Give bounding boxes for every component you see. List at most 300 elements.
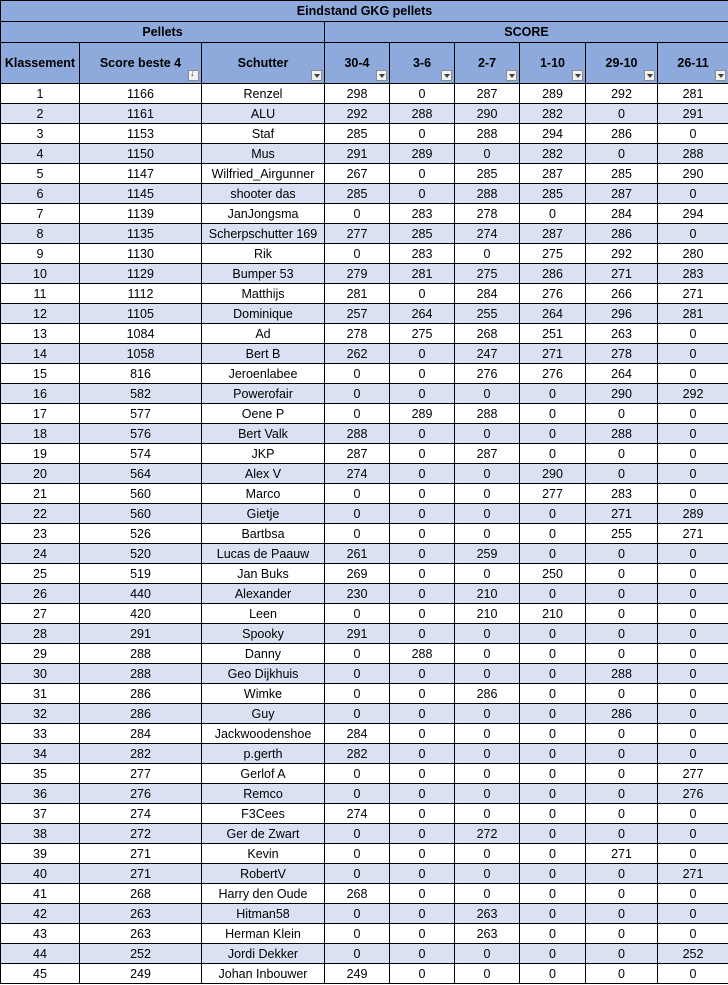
score-1-10-cell[interactable]: 0 <box>520 204 586 224</box>
score-3-6-cell[interactable]: 0 <box>390 484 455 504</box>
shooter-cell[interactable]: Gerlof A <box>202 764 325 784</box>
score-30-4-cell[interactable]: 230 <box>325 584 390 604</box>
score-1-10-cell[interactable]: 0 <box>520 904 586 924</box>
score-2-7-cell[interactable]: 0 <box>455 484 520 504</box>
score-30-4-cell[interactable]: 0 <box>325 944 390 964</box>
score-best-4-cell[interactable]: 263 <box>80 924 202 944</box>
shooter-cell[interactable]: Powerofair <box>202 384 325 404</box>
score-3-6-cell[interactable]: 0 <box>390 344 455 364</box>
score-26-11-cell[interactable]: 0 <box>658 964 728 984</box>
score-26-11-cell[interactable]: 0 <box>658 684 728 704</box>
score-29-10-cell[interactable]: 288 <box>586 424 658 444</box>
score-2-7-cell[interactable]: 0 <box>455 784 520 804</box>
score-1-10-cell[interactable]: 0 <box>520 704 586 724</box>
shooter-cell[interactable]: Wimke <box>202 684 325 704</box>
rank-cell[interactable]: 39 <box>1 844 80 864</box>
score-29-10-cell[interactable]: 292 <box>586 84 658 104</box>
score-3-6-cell[interactable]: 288 <box>390 104 455 124</box>
score-30-4-cell[interactable]: 0 <box>325 764 390 784</box>
rank-cell[interactable]: 7 <box>1 204 80 224</box>
score-1-10-cell[interactable]: 0 <box>520 504 586 524</box>
score-29-10-cell[interactable]: 0 <box>586 644 658 664</box>
score-29-10-cell[interactable]: 0 <box>586 744 658 764</box>
score-3-6-cell[interactable]: 0 <box>390 864 455 884</box>
score-1-10-cell[interactable]: 276 <box>520 284 586 304</box>
score-26-11-cell[interactable]: 0 <box>658 444 728 464</box>
score-3-6-cell[interactable]: 0 <box>390 724 455 744</box>
score-best-4-cell[interactable]: 1145 <box>80 184 202 204</box>
score-2-7-cell[interactable]: 247 <box>455 344 520 364</box>
rank-cell[interactable]: 30 <box>1 664 80 684</box>
score-29-10-cell[interactable]: 283 <box>586 484 658 504</box>
score-1-10-cell[interactable]: 210 <box>520 604 586 624</box>
shooter-cell[interactable]: Alex V <box>202 464 325 484</box>
score-3-6-cell[interactable]: 283 <box>390 204 455 224</box>
score-2-7-cell[interactable]: 210 <box>455 604 520 624</box>
score-1-10-cell[interactable]: 0 <box>520 684 586 704</box>
score-3-6-cell[interactable]: 0 <box>390 744 455 764</box>
score-26-11-cell[interactable]: 289 <box>658 504 728 524</box>
score-29-10-cell[interactable]: 288 <box>586 664 658 684</box>
score-30-4-cell[interactable]: 0 <box>325 244 390 264</box>
score-26-11-cell[interactable]: 277 <box>658 764 728 784</box>
score-29-10-cell[interactable]: 0 <box>586 724 658 744</box>
shooter-cell[interactable]: Bartbsa <box>202 524 325 544</box>
shooter-cell[interactable]: Wilfried_Airgunner <box>202 164 325 184</box>
score-29-10-cell[interactable]: 0 <box>586 804 658 824</box>
score-29-10-cell[interactable]: 286 <box>586 124 658 144</box>
shooter-cell[interactable]: Johan Inbouwer <box>202 964 325 984</box>
score-30-4-cell[interactable]: 0 <box>325 504 390 524</box>
score-2-7-cell[interactable]: 288 <box>455 404 520 424</box>
score-best-4-cell[interactable]: 560 <box>80 484 202 504</box>
score-2-7-cell[interactable]: 0 <box>455 964 520 984</box>
score-best-4-cell[interactable]: 284 <box>80 724 202 744</box>
score-26-11-cell[interactable]: 0 <box>658 624 728 644</box>
shooter-cell[interactable]: Hitman58 <box>202 904 325 924</box>
score-26-11-cell[interactable]: 290 <box>658 164 728 184</box>
score-29-10-cell[interactable]: 263 <box>586 324 658 344</box>
score-26-11-cell[interactable]: 0 <box>658 664 728 684</box>
score-3-6-cell[interactable]: 0 <box>390 684 455 704</box>
score-1-10-cell[interactable]: 282 <box>520 104 586 124</box>
score-best-4-cell[interactable]: 271 <box>80 864 202 884</box>
score-best-4-cell[interactable]: 272 <box>80 824 202 844</box>
score-26-11-cell[interactable]: 0 <box>658 584 728 604</box>
score-29-10-cell[interactable]: 284 <box>586 204 658 224</box>
score-2-7-cell[interactable]: 259 <box>455 544 520 564</box>
score-1-10-cell[interactable]: 275 <box>520 244 586 264</box>
score-1-10-cell[interactable]: 0 <box>520 404 586 424</box>
score-best-4-cell[interactable]: 1129 <box>80 264 202 284</box>
score-30-4-cell[interactable]: 0 <box>325 204 390 224</box>
score-26-11-cell[interactable]: 281 <box>658 304 728 324</box>
score-3-6-cell[interactable]: 0 <box>390 444 455 464</box>
score-30-4-cell[interactable]: 298 <box>325 84 390 104</box>
rank-cell[interactable]: 31 <box>1 684 80 704</box>
shooter-cell[interactable]: Jordi Dekker <box>202 944 325 964</box>
rank-cell[interactable]: 25 <box>1 564 80 584</box>
score-2-7-cell[interactable]: 0 <box>455 944 520 964</box>
score-3-6-cell[interactable]: 0 <box>390 804 455 824</box>
score-26-11-cell[interactable]: 0 <box>658 544 728 564</box>
score-best-4-cell[interactable]: 288 <box>80 664 202 684</box>
score-26-11-cell[interactable]: 0 <box>658 704 728 724</box>
score-best-4-cell[interactable]: 576 <box>80 424 202 444</box>
score-26-11-cell[interactable]: 0 <box>658 324 728 344</box>
score-2-7-cell[interactable]: 0 <box>455 664 520 684</box>
filter-dropdown-icon[interactable] <box>715 70 726 81</box>
shooter-cell[interactable]: Geo Dijkhuis <box>202 664 325 684</box>
score-best-4-cell[interactable]: 291 <box>80 624 202 644</box>
rank-cell[interactable]: 34 <box>1 744 80 764</box>
score-best-4-cell[interactable]: 277 <box>80 764 202 784</box>
shooter-cell[interactable]: Guy <box>202 704 325 724</box>
shooter-cell[interactable]: Bert Valk <box>202 424 325 444</box>
score-best-4-cell[interactable]: 271 <box>80 844 202 864</box>
score-30-4-cell[interactable]: 285 <box>325 124 390 144</box>
score-best-4-cell[interactable]: 520 <box>80 544 202 564</box>
score-30-4-cell[interactable]: 0 <box>325 384 390 404</box>
score-2-7-cell[interactable]: 287 <box>455 444 520 464</box>
shooter-cell[interactable]: JKP <box>202 444 325 464</box>
score-3-6-cell[interactable]: 264 <box>390 304 455 324</box>
score-30-4-cell[interactable]: 262 <box>325 344 390 364</box>
score-3-6-cell[interactable]: 0 <box>390 624 455 644</box>
score-29-10-cell[interactable]: 0 <box>586 904 658 924</box>
score-3-6-cell[interactable]: 0 <box>390 544 455 564</box>
score-30-4-cell[interactable]: 249 <box>325 964 390 984</box>
rank-cell[interactable]: 12 <box>1 304 80 324</box>
shooter-cell[interactable]: Herman Klein <box>202 924 325 944</box>
score-29-10-cell[interactable]: 271 <box>586 264 658 284</box>
rank-cell[interactable]: 19 <box>1 444 80 464</box>
score-1-10-cell[interactable]: 0 <box>520 964 586 984</box>
score-30-4-cell[interactable]: 0 <box>325 644 390 664</box>
score-3-6-cell[interactable]: 281 <box>390 264 455 284</box>
score-30-4-cell[interactable]: 0 <box>325 524 390 544</box>
rank-cell[interactable]: 27 <box>1 604 80 624</box>
score-26-11-cell[interactable]: 271 <box>658 524 728 544</box>
score-29-10-cell[interactable]: 0 <box>586 544 658 564</box>
score-2-7-cell[interactable]: 290 <box>455 104 520 124</box>
rank-cell[interactable]: 3 <box>1 124 80 144</box>
score-26-11-cell[interactable]: 281 <box>658 84 728 104</box>
filter-dropdown-icon[interactable] <box>376 70 387 81</box>
score-3-6-cell[interactable]: 0 <box>390 664 455 684</box>
score-1-10-cell[interactable]: 287 <box>520 224 586 244</box>
score-2-7-cell[interactable]: 287 <box>455 84 520 104</box>
rank-cell[interactable]: 22 <box>1 504 80 524</box>
score-1-10-cell[interactable]: 264 <box>520 304 586 324</box>
score-26-11-cell[interactable]: 0 <box>658 364 728 384</box>
score-2-7-cell[interactable]: 0 <box>455 864 520 884</box>
rank-cell[interactable]: 35 <box>1 764 80 784</box>
score-30-4-cell[interactable]: 274 <box>325 464 390 484</box>
score-29-10-cell[interactable]: 285 <box>586 164 658 184</box>
score-26-11-cell[interactable]: 271 <box>658 864 728 884</box>
score-26-11-cell[interactable]: 0 <box>658 124 728 144</box>
score-26-11-cell[interactable]: 0 <box>658 404 728 424</box>
rank-cell[interactable]: 8 <box>1 224 80 244</box>
score-best-4-cell[interactable]: 574 <box>80 444 202 464</box>
score-30-4-cell[interactable]: 0 <box>325 904 390 924</box>
score-26-11-cell[interactable]: 0 <box>658 604 728 624</box>
score-best-4-cell[interactable]: 1135 <box>80 224 202 244</box>
shooter-cell[interactable]: Jeroenlabee <box>202 364 325 384</box>
score-1-10-cell[interactable]: 0 <box>520 624 586 644</box>
score-2-7-cell[interactable]: 263 <box>455 924 520 944</box>
score-30-4-cell[interactable]: 0 <box>325 364 390 384</box>
rank-cell[interactable]: 16 <box>1 384 80 404</box>
shooter-cell[interactable]: Spooky <box>202 624 325 644</box>
score-26-11-cell[interactable]: 0 <box>658 464 728 484</box>
score-3-6-cell[interactable]: 0 <box>390 564 455 584</box>
score-26-11-cell[interactable]: 0 <box>658 564 728 584</box>
score-2-7-cell[interactable]: 0 <box>455 244 520 264</box>
rank-cell[interactable]: 14 <box>1 344 80 364</box>
score-26-11-cell[interactable]: 0 <box>658 644 728 664</box>
score-30-4-cell[interactable]: 274 <box>325 804 390 824</box>
score-2-7-cell[interactable]: 0 <box>455 764 520 784</box>
score-3-6-cell[interactable]: 0 <box>390 824 455 844</box>
score-29-10-cell[interactable]: 271 <box>586 504 658 524</box>
score-26-11-cell[interactable]: 271 <box>658 284 728 304</box>
score-26-11-cell[interactable]: 292 <box>658 384 728 404</box>
rank-cell[interactable]: 17 <box>1 404 80 424</box>
score-2-7-cell[interactable]: 0 <box>455 744 520 764</box>
score-2-7-cell[interactable]: 278 <box>455 204 520 224</box>
score-best-4-cell[interactable]: 1161 <box>80 104 202 124</box>
score-30-4-cell[interactable]: 281 <box>325 284 390 304</box>
rank-cell[interactable]: 43 <box>1 924 80 944</box>
rank-cell[interactable]: 32 <box>1 704 80 724</box>
shooter-cell[interactable]: Rik <box>202 244 325 264</box>
score-29-10-cell[interactable]: 271 <box>586 844 658 864</box>
score-best-4-cell[interactable]: 1130 <box>80 244 202 264</box>
score-1-10-cell[interactable]: 286 <box>520 264 586 284</box>
score-1-10-cell[interactable]: 0 <box>520 664 586 684</box>
score-best-4-cell[interactable]: 263 <box>80 904 202 924</box>
score-2-7-cell[interactable]: 0 <box>455 564 520 584</box>
score-3-6-cell[interactable]: 0 <box>390 384 455 404</box>
score-2-7-cell[interactable]: 0 <box>455 464 520 484</box>
score-29-10-cell[interactable]: 0 <box>586 104 658 124</box>
filter-dropdown-icon[interactable] <box>644 70 655 81</box>
shooter-cell[interactable]: Marco <box>202 484 325 504</box>
score-1-10-cell[interactable]: 287 <box>520 164 586 184</box>
score-30-4-cell[interactable]: 285 <box>325 184 390 204</box>
score-26-11-cell[interactable]: 0 <box>658 224 728 244</box>
filter-dropdown-icon[interactable] <box>572 70 583 81</box>
score-1-10-cell[interactable]: 285 <box>520 184 586 204</box>
score-1-10-cell[interactable]: 0 <box>520 784 586 804</box>
score-best-4-cell[interactable]: 286 <box>80 704 202 724</box>
score-29-10-cell[interactable]: 0 <box>586 624 658 644</box>
rank-cell[interactable]: 11 <box>1 284 80 304</box>
score-3-6-cell[interactable]: 283 <box>390 244 455 264</box>
shooter-cell[interactable]: Matthijs <box>202 284 325 304</box>
score-best-4-cell[interactable]: 1150 <box>80 144 202 164</box>
score-2-7-cell[interactable]: 276 <box>455 364 520 384</box>
score-26-11-cell[interactable]: 0 <box>658 424 728 444</box>
rank-cell[interactable]: 4 <box>1 144 80 164</box>
score-26-11-cell[interactable]: 0 <box>658 804 728 824</box>
score-26-11-cell[interactable]: 291 <box>658 104 728 124</box>
score-best-4-cell[interactable]: 276 <box>80 784 202 804</box>
score-2-7-cell[interactable]: 0 <box>455 724 520 744</box>
score-30-4-cell[interactable]: 0 <box>325 844 390 864</box>
score-3-6-cell[interactable]: 0 <box>390 464 455 484</box>
score-29-10-cell[interactable]: 0 <box>586 404 658 424</box>
score-3-6-cell[interactable]: 0 <box>390 844 455 864</box>
score-best-4-cell[interactable]: 268 <box>80 884 202 904</box>
score-30-4-cell[interactable]: 0 <box>325 404 390 424</box>
rank-cell[interactable]: 37 <box>1 804 80 824</box>
rank-cell[interactable]: 29 <box>1 644 80 664</box>
score-best-4-cell[interactable]: 274 <box>80 804 202 824</box>
score-1-10-cell[interactable]: 0 <box>520 924 586 944</box>
score-2-7-cell[interactable]: 288 <box>455 184 520 204</box>
score-best-4-cell[interactable]: 526 <box>80 524 202 544</box>
shooter-cell[interactable]: Ger de Zwart <box>202 824 325 844</box>
score-3-6-cell[interactable]: 275 <box>390 324 455 344</box>
score-1-10-cell[interactable]: 0 <box>520 744 586 764</box>
score-1-10-cell[interactable]: 0 <box>520 444 586 464</box>
rank-cell[interactable]: 6 <box>1 184 80 204</box>
score-29-10-cell[interactable]: 286 <box>586 704 658 724</box>
score-26-11-cell[interactable]: 0 <box>658 844 728 864</box>
score-best-4-cell[interactable]: 1112 <box>80 284 202 304</box>
shooter-cell[interactable]: Oene P <box>202 404 325 424</box>
filter-dropdown-icon[interactable] <box>441 70 452 81</box>
shooter-cell[interactable]: Leen <box>202 604 325 624</box>
score-29-10-cell[interactable]: 0 <box>586 824 658 844</box>
shooter-cell[interactable]: Bert B <box>202 344 325 364</box>
score-best-4-cell[interactable]: 1084 <box>80 324 202 344</box>
rank-cell[interactable]: 28 <box>1 624 80 644</box>
score-3-6-cell[interactable]: 289 <box>390 404 455 424</box>
score-3-6-cell[interactable]: 0 <box>390 604 455 624</box>
shooter-cell[interactable]: Jan Buks <box>202 564 325 584</box>
rank-cell[interactable]: 15 <box>1 364 80 384</box>
score-1-10-cell[interactable]: 282 <box>520 144 586 164</box>
score-2-7-cell[interactable]: 0 <box>455 384 520 404</box>
rank-cell[interactable]: 42 <box>1 904 80 924</box>
score-3-6-cell[interactable]: 0 <box>390 964 455 984</box>
score-30-4-cell[interactable]: 0 <box>325 664 390 684</box>
shooter-cell[interactable]: shooter das <box>202 184 325 204</box>
score-1-10-cell[interactable]: 271 <box>520 344 586 364</box>
score-1-10-cell[interactable]: 0 <box>520 644 586 664</box>
score-3-6-cell[interactable]: 0 <box>390 784 455 804</box>
score-best-4-cell[interactable]: 252 <box>80 944 202 964</box>
score-30-4-cell[interactable]: 261 <box>325 544 390 564</box>
score-29-10-cell[interactable]: 0 <box>586 564 658 584</box>
shooter-cell[interactable]: Staf <box>202 124 325 144</box>
score-30-4-cell[interactable]: 0 <box>325 704 390 724</box>
score-30-4-cell[interactable]: 269 <box>325 564 390 584</box>
rank-cell[interactable]: 24 <box>1 544 80 564</box>
rank-cell[interactable]: 20 <box>1 464 80 484</box>
score-1-10-cell[interactable]: 0 <box>520 584 586 604</box>
shooter-cell[interactable]: p.gerth <box>202 744 325 764</box>
shooter-cell[interactable]: ALU <box>202 104 325 124</box>
score-30-4-cell[interactable]: 268 <box>325 884 390 904</box>
shooter-cell[interactable]: Alexander <box>202 584 325 604</box>
rank-cell[interactable]: 13 <box>1 324 80 344</box>
rank-cell[interactable]: 23 <box>1 524 80 544</box>
score-best-4-cell[interactable]: 1139 <box>80 204 202 224</box>
score-29-10-cell[interactable]: 255 <box>586 524 658 544</box>
rank-cell[interactable]: 44 <box>1 944 80 964</box>
shooter-cell[interactable]: Danny <box>202 644 325 664</box>
score-26-11-cell[interactable]: 0 <box>658 484 728 504</box>
score-29-10-cell[interactable]: 0 <box>586 924 658 944</box>
score-1-10-cell[interactable]: 250 <box>520 564 586 584</box>
shooter-cell[interactable]: Kevin <box>202 844 325 864</box>
score-29-10-cell[interactable]: 290 <box>586 384 658 404</box>
score-2-7-cell[interactable]: 274 <box>455 224 520 244</box>
score-1-10-cell[interactable]: 0 <box>520 424 586 444</box>
score-30-4-cell[interactable]: 288 <box>325 424 390 444</box>
score-1-10-cell[interactable]: 0 <box>520 524 586 544</box>
score-26-11-cell[interactable]: 288 <box>658 144 728 164</box>
score-best-4-cell[interactable]: 560 <box>80 504 202 524</box>
score-29-10-cell[interactable]: 0 <box>586 864 658 884</box>
score-26-11-cell[interactable]: 294 <box>658 204 728 224</box>
score-1-10-cell[interactable]: 289 <box>520 84 586 104</box>
shooter-cell[interactable]: Mus <box>202 144 325 164</box>
score-2-7-cell[interactable]: 275 <box>455 264 520 284</box>
score-1-10-cell[interactable]: 277 <box>520 484 586 504</box>
score-30-4-cell[interactable]: 0 <box>325 924 390 944</box>
rank-cell[interactable]: 45 <box>1 964 80 984</box>
rank-cell[interactable]: 21 <box>1 484 80 504</box>
shooter-cell[interactable]: F3Cees <box>202 804 325 824</box>
score-26-11-cell[interactable]: 0 <box>658 824 728 844</box>
rank-cell[interactable]: 10 <box>1 264 80 284</box>
shooter-cell[interactable]: Ad <box>202 324 325 344</box>
score-3-6-cell[interactable]: 0 <box>390 764 455 784</box>
score-29-10-cell[interactable]: 0 <box>586 464 658 484</box>
score-26-11-cell[interactable]: 0 <box>658 884 728 904</box>
rank-cell[interactable]: 18 <box>1 424 80 444</box>
score-29-10-cell[interactable]: 0 <box>586 684 658 704</box>
score-2-7-cell[interactable]: 285 <box>455 164 520 184</box>
score-best-4-cell[interactable]: 1153 <box>80 124 202 144</box>
rank-cell[interactable]: 26 <box>1 584 80 604</box>
score-1-10-cell[interactable]: 276 <box>520 364 586 384</box>
shooter-cell[interactable]: RobertV <box>202 864 325 884</box>
score-best-4-cell[interactable]: 582 <box>80 384 202 404</box>
score-best-4-cell[interactable]: 440 <box>80 584 202 604</box>
rank-cell[interactable]: 33 <box>1 724 80 744</box>
score-29-10-cell[interactable]: 0 <box>586 964 658 984</box>
score-29-10-cell[interactable]: 264 <box>586 364 658 384</box>
score-1-10-cell[interactable]: 0 <box>520 944 586 964</box>
score-3-6-cell[interactable]: 0 <box>390 284 455 304</box>
shooter-cell[interactable]: Scherpschutter 169 <box>202 224 325 244</box>
score-29-10-cell[interactable]: 266 <box>586 284 658 304</box>
score-29-10-cell[interactable]: 0 <box>586 944 658 964</box>
score-2-7-cell[interactable]: 272 <box>455 824 520 844</box>
sort-descending-filter-icon[interactable] <box>188 70 199 81</box>
filter-dropdown-icon[interactable] <box>506 70 517 81</box>
score-3-6-cell[interactable]: 0 <box>390 924 455 944</box>
score-29-10-cell[interactable]: 0 <box>586 764 658 784</box>
score-2-7-cell[interactable]: 0 <box>455 804 520 824</box>
